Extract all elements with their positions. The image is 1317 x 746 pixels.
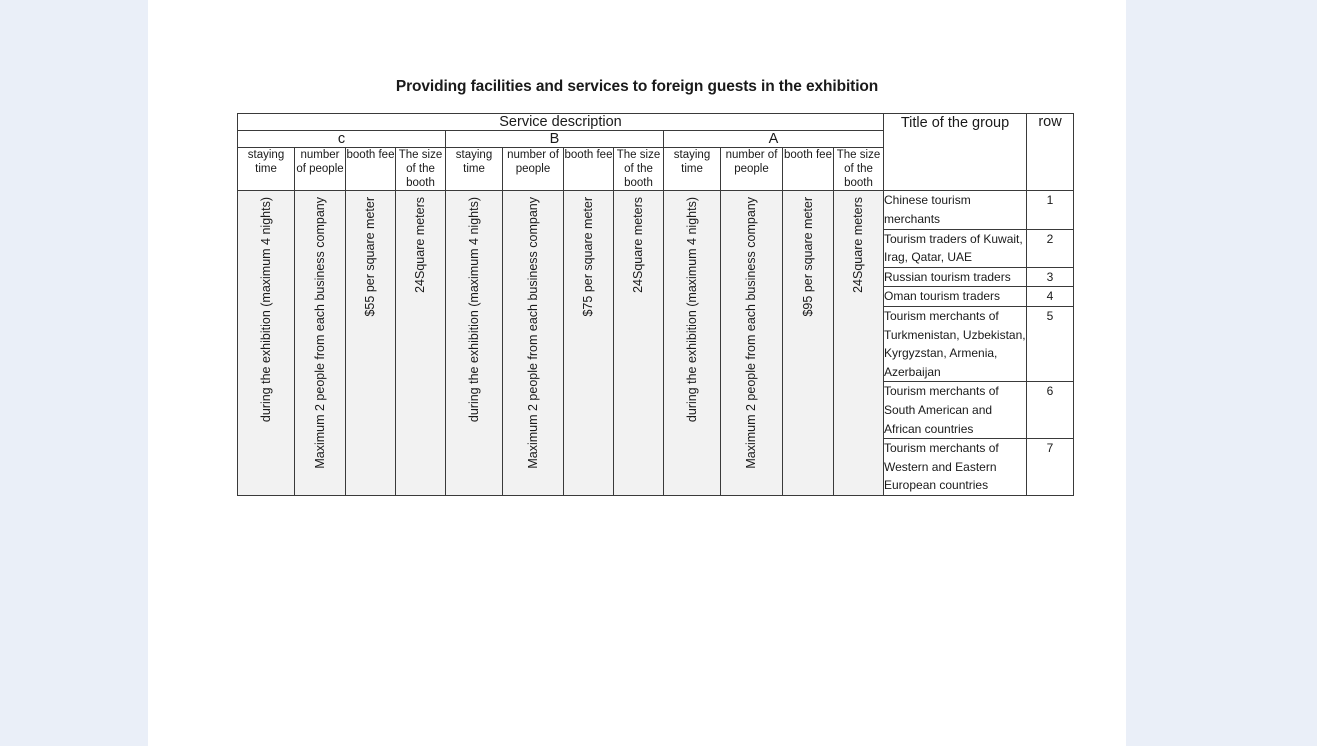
col-header-c-booth-size: The size of the booth	[396, 148, 446, 191]
value-b-booth-fee-text: $75 per square meter	[581, 197, 596, 317]
value-c-booth-fee	[346, 191, 396, 496]
value-a-booth-size-text: 24Square meters	[851, 197, 866, 294]
row-number-6: 6	[1027, 382, 1074, 439]
value-c-staying-time	[238, 191, 295, 496]
table-header-row-service	[238, 114, 1074, 131]
row-number-3: 3	[1027, 267, 1074, 287]
col-header-a-number-of-people: number of people	[721, 148, 783, 191]
document-page	[148, 0, 1126, 746]
service-description-header: Service description	[238, 114, 884, 131]
col-header-c-staying-time: staying time	[238, 148, 295, 191]
value-b-staying-time-text: during the exhibition (maximum 4 nights)	[466, 197, 481, 423]
value-a-booth-size	[834, 191, 884, 496]
value-c-booth-size	[396, 191, 446, 496]
row-number-7: 7	[1027, 439, 1074, 496]
value-a-number-of-people	[721, 191, 783, 496]
group-label-c: c	[238, 131, 446, 148]
value-c-booth-size-text: 24Square meters	[413, 197, 428, 294]
col-header-a-booth-fee: booth fee	[783, 148, 834, 191]
value-b-number-of-people-text: Maximum 2 people from each business company	[525, 197, 540, 470]
value-b-number-of-people	[503, 191, 564, 496]
value-c-number-of-people-text: Maximum 2 people from each business company	[312, 197, 327, 470]
value-c-number-of-people	[295, 191, 346, 496]
value-a-booth-fee	[783, 191, 834, 496]
row-number-1: 1	[1027, 191, 1074, 229]
row-number-4: 4	[1027, 287, 1074, 307]
value-b-booth-size	[614, 191, 664, 496]
row-number-5: 5	[1027, 306, 1074, 381]
col-header-c-number-of-people: number of people	[295, 148, 346, 191]
value-b-booth-size-text: 24Square meters	[631, 197, 646, 294]
col-header-b-number-of-people: number of people	[503, 148, 564, 191]
group-name-5: Tourism merchants of Turkmenistan, Uzbekistan, Kyrgyzstan, Armenia, Azerbaijan	[884, 306, 1027, 381]
group-name-2: Tourism traders of Kuwait, Irag, Qatar, UAE	[884, 229, 1027, 267]
group-label-b: B	[446, 131, 664, 148]
value-b-booth-fee	[564, 191, 614, 496]
title-of-group-header: Title of the group	[884, 114, 1027, 191]
col-header-a-staying-time: staying time	[664, 148, 721, 191]
row-header: row	[1027, 114, 1074, 191]
col-header-b-booth-fee: booth fee	[564, 148, 614, 191]
value-a-staying-time-text: during the exhibition (maximum 4 nights)	[684, 197, 699, 423]
row-number-2: 2	[1027, 229, 1074, 267]
services-table-container	[237, 113, 1074, 496]
col-header-b-booth-size: The size of the booth	[614, 148, 664, 191]
group-name-3: Russian tourism traders	[884, 267, 1027, 287]
col-header-b-staying-time: staying time	[446, 148, 503, 191]
col-header-c-booth-fee: booth fee	[346, 148, 396, 191]
value-a-staying-time	[664, 191, 721, 496]
services-table	[237, 113, 1074, 496]
value-c-staying-time-text: during the exhibition (maximum 4 nights)	[258, 197, 273, 423]
group-name-4: Oman tourism traders	[884, 287, 1027, 307]
value-b-staying-time	[446, 191, 503, 496]
col-header-a-booth-size: The size of the booth	[834, 148, 884, 191]
group-label-a: A	[664, 131, 884, 148]
page-title: Providing facilities and services to foreign guests in the exhibition	[395, 78, 879, 95]
group-name-1: Chinese tourism merchants	[884, 191, 1027, 229]
value-a-number-of-people-text: Maximum 2 people from each business company	[744, 197, 759, 470]
value-a-booth-fee-text: $95 per square meter	[800, 197, 815, 317]
value-c-booth-fee-text: $55 per square meter	[363, 197, 378, 317]
table-body-row-1	[238, 191, 1074, 229]
group-name-6: Tourism merchants of South American and African countries	[884, 382, 1027, 439]
group-name-7: Tourism merchants of Western and Eastern European countries	[884, 439, 1027, 496]
